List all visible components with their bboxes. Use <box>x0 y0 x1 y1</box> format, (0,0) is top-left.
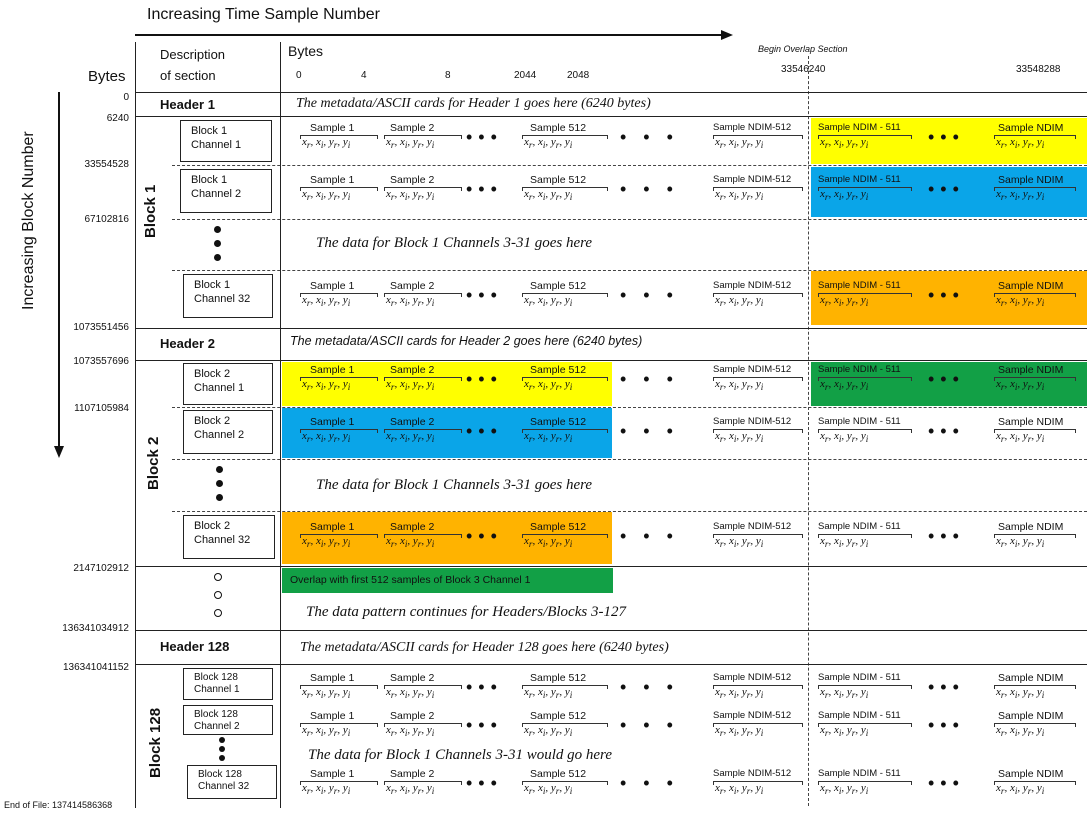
sample-formula: $x_r$, $x_i$, $y_r$, $y_i$ <box>302 430 351 445</box>
sample-label: Sample NDIM-512 <box>713 710 792 721</box>
rule-header1-top <box>135 92 1087 93</box>
sample-label: Sample NDIM <box>998 174 1064 186</box>
ellipsis-dots: ••• <box>466 285 503 305</box>
row-byte: 0 <box>123 92 129 103</box>
block-2-label: Block 2 <box>145 436 162 490</box>
channel-box-b2c1: Block 2 Channel 1 <box>183 363 273 405</box>
sample-formula: $x_r$, $x_i$, $y_r$, $y_i$ <box>715 136 764 151</box>
channel-box-b1c2: Block 1 Channel 2 <box>180 169 272 213</box>
ellipsis-dots: • • • <box>620 715 679 735</box>
rule-header2-top <box>135 328 1087 329</box>
header-1-label: Header 1 <box>160 97 215 112</box>
sample-formula: $x_r$, $x_i$, $y_r$, $y_i$ <box>820 724 869 739</box>
ellipsis-dots: ••• <box>928 285 965 305</box>
rule-continue-top <box>135 566 1087 567</box>
sample-formula: $x_r$, $x_i$, $y_r$, $y_i$ <box>524 430 573 445</box>
sample-label: Sample NDIM-512 <box>713 280 792 291</box>
ellipsis-dots: • • • <box>620 526 679 546</box>
sample-formula: $x_r$, $x_i$, $y_r$, $y_i$ <box>820 136 869 151</box>
offset-2048: 2048 <box>567 70 590 81</box>
sample-formula: $x_r$, $x_i$, $y_r$, $y_i$ <box>386 294 435 309</box>
header-2-text: The metadata/ASCII cards for Header 2 goes here (6240 bytes) <box>290 334 643 348</box>
sample-formula: $x_r$, $x_i$, $y_r$, $y_i$ <box>715 535 764 550</box>
desc-column-border <box>280 42 281 808</box>
sample-label: Sample 1 <box>310 521 355 533</box>
ellipsis-dots: ••• <box>466 526 503 546</box>
ellipsis-dots: ••• <box>466 715 503 735</box>
sample-label: Sample 2 <box>390 521 435 533</box>
ellipsis-dots: • • • <box>620 285 679 305</box>
block-axis-label: Increasing Block Number <box>20 131 37 310</box>
row-byte: 1073557696 <box>73 356 129 367</box>
channel-box-b2c32: Block 2 Channel 32 <box>183 515 275 559</box>
sample-label: Sample 1 <box>310 364 355 376</box>
row-byte: 2147102912 <box>73 563 129 574</box>
sample-label: Sample NDIM <box>998 521 1064 533</box>
channel-box-b128c2: Block 128 Channel 2 <box>183 705 273 735</box>
ellipsis-dots: ••• <box>466 369 503 389</box>
sample-formula: $x_r$, $x_i$, $y_r$, $y_i$ <box>715 294 764 309</box>
sample-label: Sample 512 <box>530 364 587 376</box>
channel-box-b128c32: Block 128 Channel 32 <box>187 765 277 799</box>
sample-label: Sample NDIM-512 <box>713 174 792 185</box>
header-1-text: The metadata/ASCII cards for Header 1 goes here (6240 bytes) <box>296 96 651 111</box>
ellipsis-dots: • • • <box>620 369 679 389</box>
sample-formula: $x_r$, $x_i$, $y_r$, $y_i$ <box>996 188 1045 203</box>
open-dot <box>214 573 222 581</box>
sample-label: Sample 2 <box>390 768 435 780</box>
vdot <box>219 737 225 743</box>
sample-formula: $x_r$, $x_i$, $y_r$, $y_i$ <box>386 782 435 797</box>
row-byte: 136341034912 <box>62 623 129 634</box>
sample-label: Sample NDIM - 511 <box>818 364 901 375</box>
ellipsis-dots: ••• <box>928 773 965 793</box>
sample-label: Sample 512 <box>530 521 587 533</box>
sample-label: Sample NDIM <box>998 122 1064 134</box>
ellipsis-dots: ••• <box>466 677 503 697</box>
sample-formula: $x_r$, $x_i$, $y_r$, $y_i$ <box>386 430 435 445</box>
vdot <box>219 755 225 761</box>
sample-label: Sample NDIM - 511 <box>818 521 901 532</box>
sample-formula: $x_r$, $x_i$, $y_r$, $y_i$ <box>302 188 351 203</box>
sample-formula: $x_r$, $x_i$, $y_r$, $y_i$ <box>820 188 869 203</box>
row-byte: 6240 <box>106 113 129 124</box>
row-byte: 67102816 <box>84 214 129 225</box>
end-of-file: End of File: 137414586368 <box>4 800 113 810</box>
ellipsis-dots: ••• <box>928 179 965 199</box>
vdot <box>214 254 221 261</box>
overlap-end: 33548288 <box>1016 64 1061 75</box>
offset-2044: 2044 <box>514 70 537 81</box>
sample-formula: $x_r$, $x_i$, $y_r$, $y_i$ <box>302 535 351 550</box>
sample-formula: $x_r$, $x_i$, $y_r$, $y_i$ <box>996 724 1045 739</box>
sample-label: Sample 2 <box>390 280 435 292</box>
vdot <box>216 480 223 487</box>
sample-formula: $x_r$, $x_i$, $y_r$, $y_i$ <box>820 782 869 797</box>
sample-label: Sample 1 <box>310 672 355 684</box>
ellipsis-dots: ••• <box>928 421 965 441</box>
vdot <box>214 240 221 247</box>
description-header-1: Description <box>160 47 226 62</box>
channel-box-b1c32: Block 1 Channel 32 <box>183 274 273 318</box>
continue-text: The data pattern continues for Headers/Blocks 3-127 <box>306 604 626 620</box>
vdot <box>216 466 223 473</box>
sample-label: Sample NDIM-512 <box>713 416 792 427</box>
sample-label: Sample NDIM <box>998 672 1064 684</box>
open-dot <box>214 591 222 599</box>
ellipsis-dots: • • • <box>620 179 679 199</box>
time-axis-arrow <box>135 28 735 42</box>
sample-formula: $x_r$, $x_i$, $y_r$, $y_i$ <box>524 782 573 797</box>
header-2-label: Header 2 <box>160 336 215 351</box>
sample-label: Sample NDIM <box>998 364 1064 376</box>
sample-label: Sample 1 <box>310 174 355 186</box>
sample-formula: $x_r$, $x_i$, $y_r$, $y_i$ <box>386 535 435 550</box>
time-axis-label: Increasing Time Sample Number <box>147 6 380 23</box>
sample-formula: $x_r$, $x_i$, $y_r$, $y_i$ <box>386 188 435 203</box>
sample-formula: $x_r$, $x_i$, $y_r$, $y_i$ <box>302 686 351 701</box>
sample-label: Sample 2 <box>390 710 435 722</box>
ellipsis-dots: • • • <box>620 773 679 793</box>
block-1-label: Block 1 <box>142 184 159 238</box>
sample-label: Sample 1 <box>310 416 355 428</box>
sample-formula: $x_r$, $x_i$, $y_r$, $y_i$ <box>524 686 573 701</box>
sample-formula: $x_r$, $x_i$, $y_r$, $y_i$ <box>820 378 869 393</box>
sample-label: Sample 512 <box>530 122 587 134</box>
overlap-note: Overlap with first 512 samples of Block 3 Channel 1 <box>290 574 531 586</box>
sample-formula: $x_r$, $x_i$, $y_r$, $y_i$ <box>820 535 869 550</box>
rule-header128-bottom <box>135 664 1087 665</box>
sample-label: Sample 2 <box>390 672 435 684</box>
rule-header128-top <box>135 630 1087 631</box>
sample-label: Sample NDIM - 511 <box>818 280 901 291</box>
open-dot <box>214 609 222 617</box>
sample-formula: $x_r$, $x_i$, $y_r$, $y_i$ <box>715 378 764 393</box>
overlap-start: 33546240 <box>781 64 826 75</box>
sample-formula: $x_r$, $x_i$, $y_r$, $y_i$ <box>302 378 351 393</box>
ellipsis-dots: ••• <box>928 677 965 697</box>
sample-formula: $x_r$, $x_i$, $y_r$, $y_i$ <box>996 136 1045 151</box>
sample-formula: $x_r$, $x_i$, $y_r$, $y_i$ <box>996 782 1045 797</box>
vdot <box>214 226 221 233</box>
sample-formula: $x_r$, $x_i$, $y_r$, $y_i$ <box>715 430 764 445</box>
sample-formula: $x_r$, $x_i$, $y_r$, $y_i$ <box>386 686 435 701</box>
ellipsis-dots: ••• <box>466 179 503 199</box>
sample-label: Sample 2 <box>390 174 435 186</box>
rule-b2-mid-c32 <box>172 511 1087 512</box>
sample-label: Sample NDIM <box>998 280 1064 292</box>
sample-formula: $x_r$, $x_i$, $y_r$, $y_i$ <box>996 686 1045 701</box>
overlap-title: Begin Overlap Section <box>758 44 848 54</box>
sample-label: Sample 512 <box>530 280 587 292</box>
rule-header1-bottom <box>135 116 1087 117</box>
sample-formula: $x_r$, $x_i$, $y_r$, $y_i$ <box>386 724 435 739</box>
sample-formula: $x_r$, $x_i$, $y_r$, $y_i$ <box>302 136 351 151</box>
sample-formula: $x_r$, $x_i$, $y_r$, $y_i$ <box>820 686 869 701</box>
channel-box-b128c1: Block 128 Channel 1 <box>183 668 273 700</box>
sample-formula: $x_r$, $x_i$, $y_r$, $y_i$ <box>524 378 573 393</box>
left-column-border <box>135 42 136 808</box>
row-byte: 1073551456 <box>73 322 129 333</box>
sample-formula: $x_r$, $x_i$, $y_r$, $y_i$ <box>820 430 869 445</box>
row-byte: 1107105984 <box>74 403 129 414</box>
sample-label: Sample 2 <box>390 364 435 376</box>
vdot <box>219 746 225 752</box>
bytes-label-left: Bytes <box>88 68 126 85</box>
vdot <box>216 494 223 501</box>
sample-formula: $x_r$, $x_i$, $y_r$, $y_i$ <box>996 294 1045 309</box>
sample-label: Sample 512 <box>530 174 587 186</box>
sample-label: Sample NDIM - 511 <box>818 122 901 133</box>
sample-label: Sample 512 <box>530 710 587 722</box>
ellipsis-dots: ••• <box>466 773 503 793</box>
sample-formula: $x_r$, $x_i$, $y_r$, $y_i$ <box>524 188 573 203</box>
b1-middle-text: The data for Block 1 Channels 3-31 goes here <box>316 235 593 251</box>
row-byte: 136341041152 <box>63 662 129 673</box>
sample-label: Sample 1 <box>310 710 355 722</box>
sample-label: Sample 512 <box>530 416 587 428</box>
rule-header2-bottom <box>135 360 1087 361</box>
block-128-label: Block 128 <box>147 707 164 778</box>
ellipsis-dots: ••• <box>928 715 965 735</box>
ellipsis-dots: ••• <box>928 526 965 546</box>
sample-label: Sample NDIM <box>998 710 1064 722</box>
sample-label: Sample NDIM - 511 <box>818 710 901 721</box>
sample-formula: $x_r$, $x_i$, $y_r$, $y_i$ <box>302 724 351 739</box>
offset-4: 4 <box>361 70 367 81</box>
sample-formula: $x_r$, $x_i$, $y_r$, $y_i$ <box>386 136 435 151</box>
channel-box-b1c1: Block 1 Channel 1 <box>180 120 272 162</box>
b2-middle-text: The data for Block 1 Channels 3-31 goes here <box>316 477 593 493</box>
sample-formula: $x_r$, $x_i$, $y_r$, $y_i$ <box>524 294 573 309</box>
sample-label: Sample NDIM-512 <box>713 521 792 532</box>
header-128-label: Header 128 <box>160 639 230 654</box>
sample-label: Sample 512 <box>530 672 587 684</box>
ellipsis-dots: • • • <box>620 677 679 697</box>
sample-formula: $x_r$, $x_i$, $y_r$, $y_i$ <box>820 294 869 309</box>
rule-b2-c2mid <box>172 459 1087 460</box>
sample-formula: $x_r$, $x_i$, $y_r$, $y_i$ <box>302 782 351 797</box>
sample-formula: $x_r$, $x_i$, $y_r$, $y_i$ <box>524 724 573 739</box>
ellipsis-dots: • • • <box>620 127 679 147</box>
sample-formula: $x_r$, $x_i$, $y_r$, $y_i$ <box>996 535 1045 550</box>
block-axis-arrow <box>52 92 66 462</box>
rule-b1-mid-c32 <box>172 270 1087 271</box>
sample-label: Sample 2 <box>390 122 435 134</box>
sample-label: Sample NDIM - 511 <box>818 768 901 779</box>
ellipsis-dots: ••• <box>466 127 503 147</box>
sample-label: Sample NDIM - 511 <box>818 672 901 683</box>
channel-box-b2c2: Block 2 Channel 2 <box>183 410 273 454</box>
rule-b1-c1c2 <box>172 165 1087 166</box>
ellipsis-dots: ••• <box>928 127 965 147</box>
row-byte: 33554528 <box>84 159 129 170</box>
offset-0: 0 <box>296 70 302 81</box>
sample-formula: $x_r$, $x_i$, $y_r$, $y_i$ <box>996 430 1045 445</box>
sample-label: Sample NDIM - 511 <box>818 416 901 427</box>
ellipsis-dots: • • • <box>620 421 679 441</box>
sample-formula: $x_r$, $x_i$, $y_r$, $y_i$ <box>386 378 435 393</box>
sample-label: Sample NDIM-512 <box>713 768 792 779</box>
sample-label: Sample NDIM - 511 <box>818 174 901 185</box>
sample-formula: $x_r$, $x_i$, $y_r$, $y_i$ <box>524 535 573 550</box>
sample-label: Sample 512 <box>530 768 587 780</box>
sample-label: Sample NDIM-512 <box>713 364 792 375</box>
sample-label: Sample 1 <box>310 768 355 780</box>
rule-b2-c1c2 <box>172 407 1087 408</box>
sample-formula: $x_r$, $x_i$, $y_r$, $y_i$ <box>715 782 764 797</box>
b128-middle-text: The data for Block 1 Channels 3-31 would go here <box>308 747 612 763</box>
sample-formula: $x_r$, $x_i$, $y_r$, $y_i$ <box>715 686 764 701</box>
sample-label: Sample NDIM-512 <box>713 672 792 683</box>
sample-label: Sample NDIM <box>998 768 1064 780</box>
description-header-2: of section <box>160 68 216 83</box>
offset-8: 8 <box>445 70 451 81</box>
ellipsis-dots: ••• <box>928 369 965 389</box>
sample-formula: $x_r$, $x_i$, $y_r$, $y_i$ <box>524 136 573 151</box>
sample-formula: $x_r$, $x_i$, $y_r$, $y_i$ <box>715 724 764 739</box>
ellipsis-dots: ••• <box>466 421 503 441</box>
sample-formula: $x_r$, $x_i$, $y_r$, $y_i$ <box>996 378 1045 393</box>
sample-label: Sample 1 <box>310 280 355 292</box>
rule-b1-c2mid <box>172 219 1087 220</box>
header-128-text: The metadata/ASCII cards for Header 128 goes here (6240 bytes) <box>300 640 669 655</box>
sample-label: Sample NDIM <box>998 416 1064 428</box>
sample-formula: $x_r$, $x_i$, $y_r$, $y_i$ <box>715 188 764 203</box>
sample-label: Sample NDIM-512 <box>713 122 792 133</box>
overlap-boundary <box>808 56 809 806</box>
sample-label: Sample 2 <box>390 416 435 428</box>
sample-label: Sample 1 <box>310 122 355 134</box>
bytes-header: Bytes <box>288 43 324 59</box>
sample-formula: $x_r$, $x_i$, $y_r$, $y_i$ <box>302 294 351 309</box>
